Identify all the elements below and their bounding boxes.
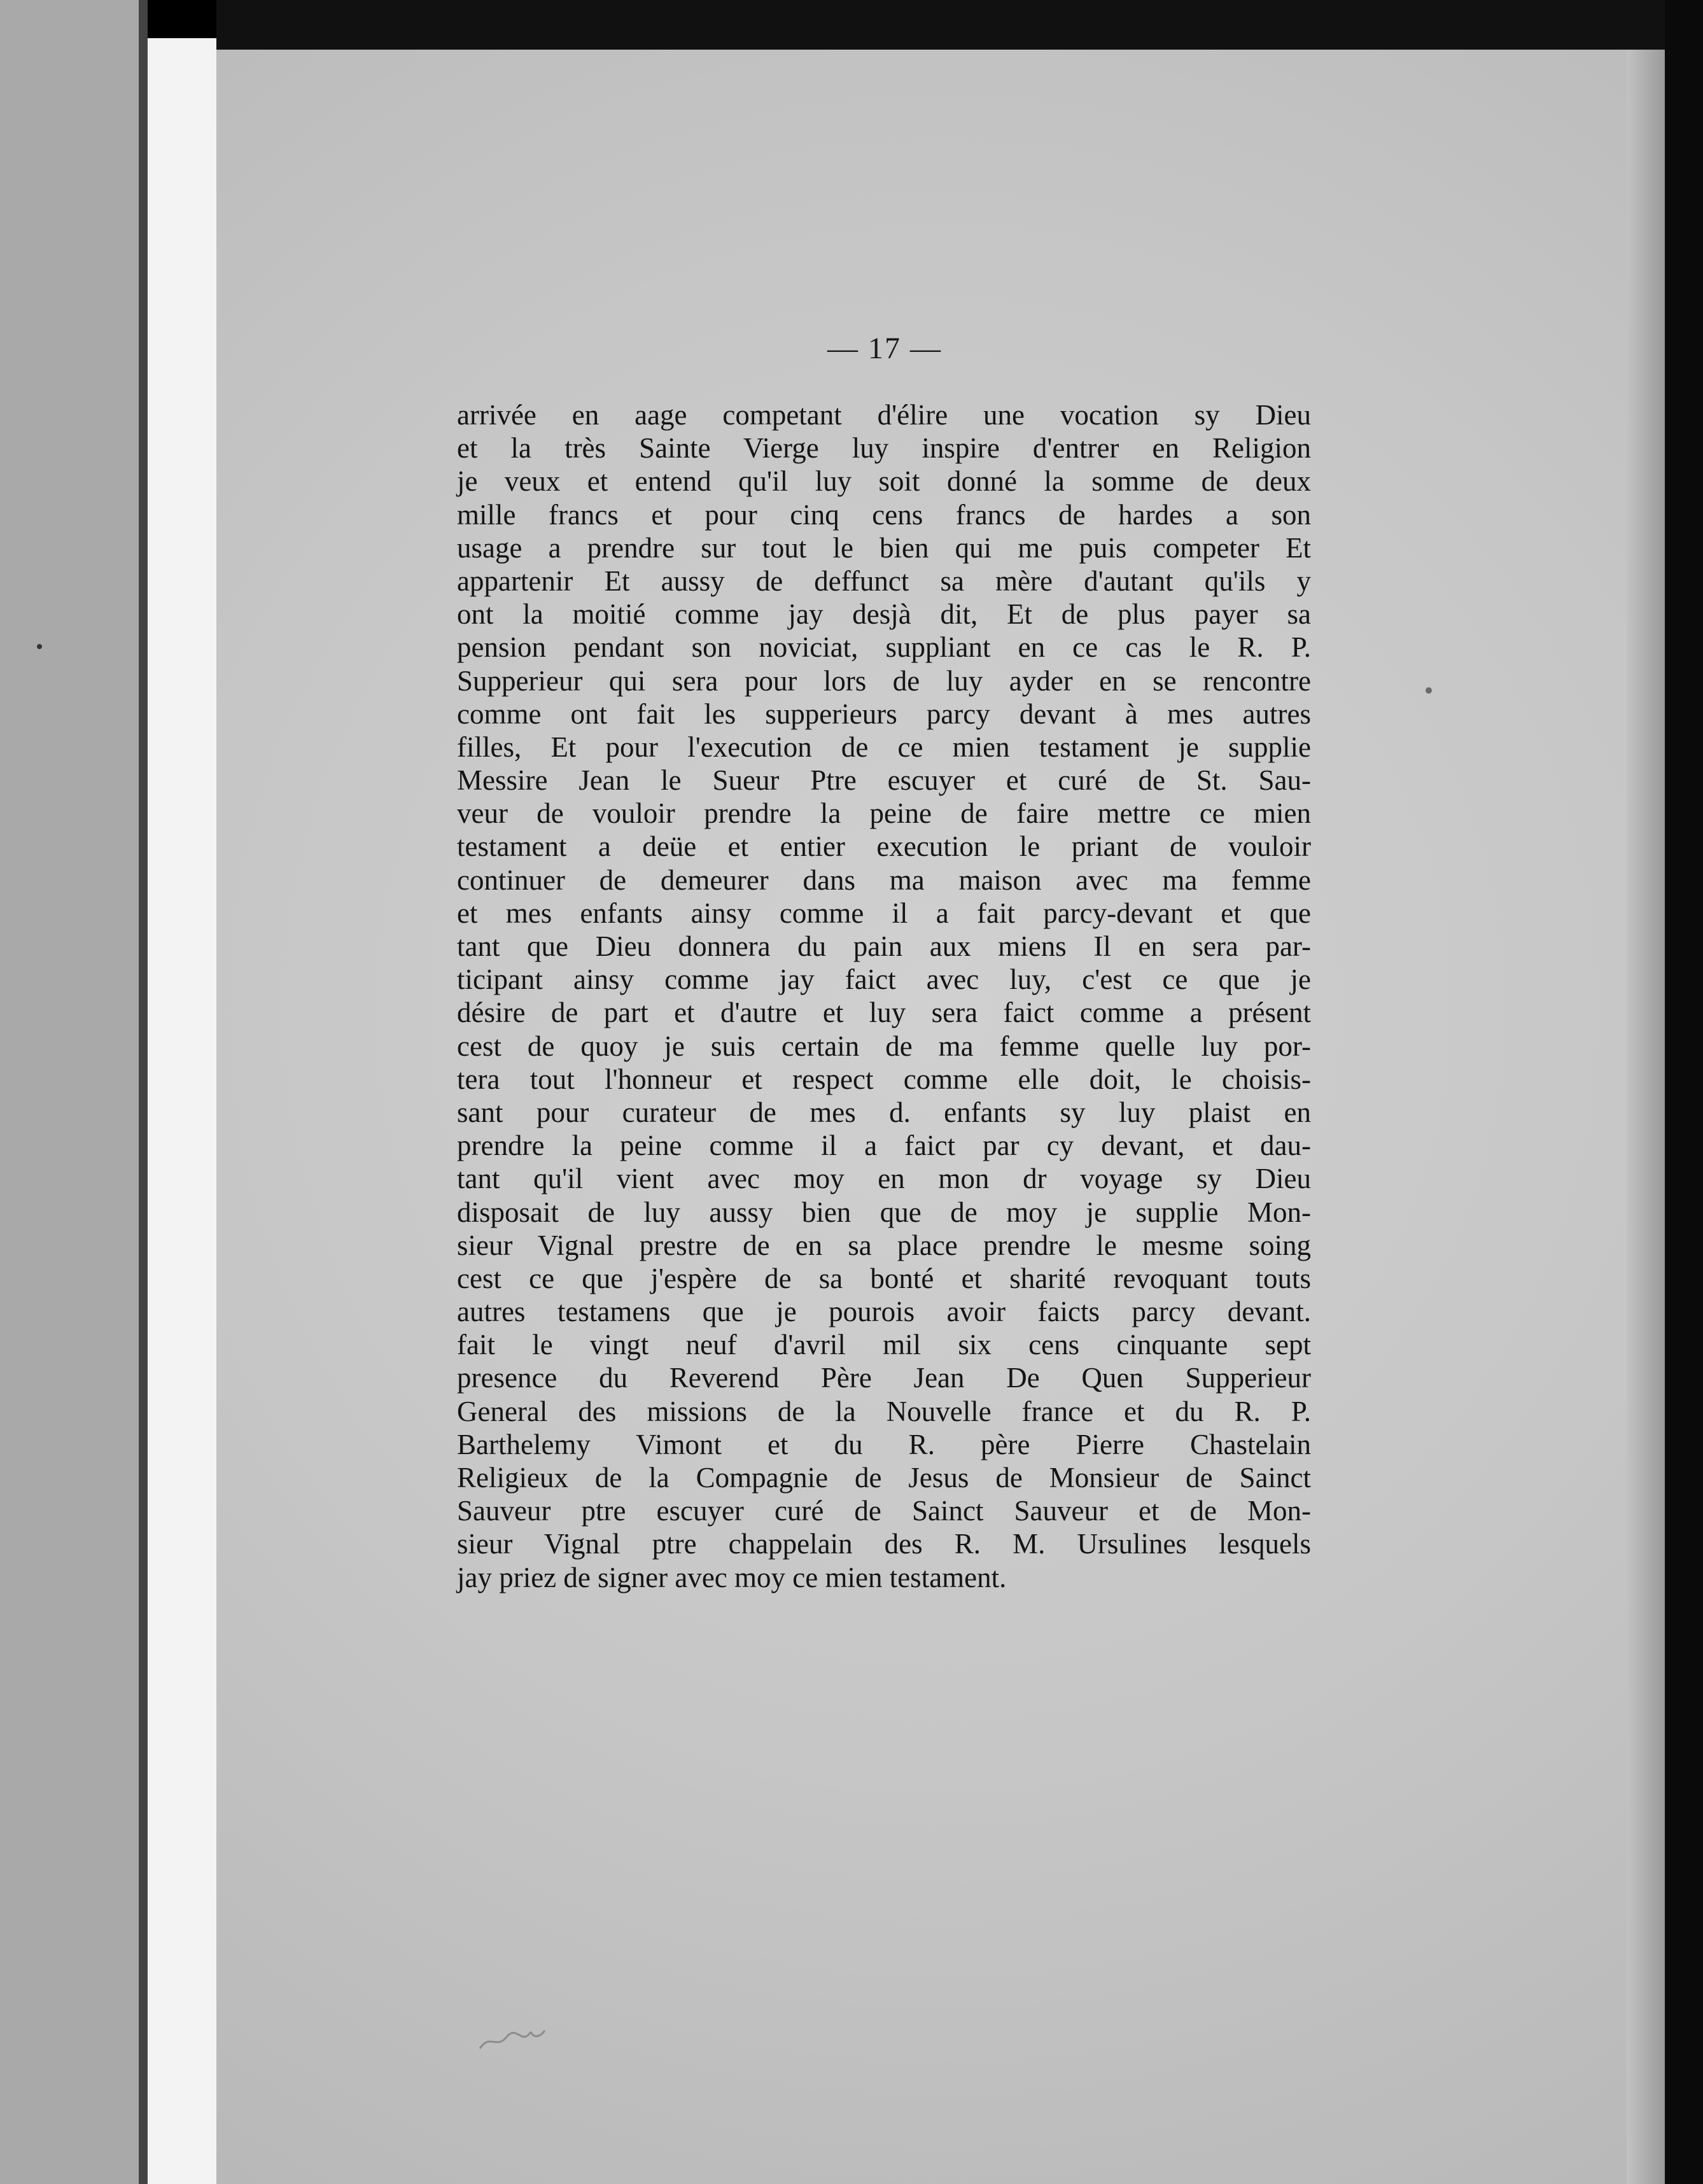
text-line: sant pour curateur de mes d. enfants sy luy plaist en [457,1096,1311,1128]
text-line: Messire Jean le Sueur Ptre escuyer et curé de St. Sau- [457,764,1311,797]
text-line: Sauveur ptre escuyer curé de Sainct Sauveur et de Mon- [457,1495,1311,1527]
text-line: Barthelemy Vimont et du R. père Pierre Chastelain [457,1428,1311,1460]
text-line: ticipant ainsy comme jay faict avec luy, c'est ce que je [457,963,1311,996]
text-line: appartenir Et aussy de deffunct sa mère d'autant qu'ils y [457,564,1311,597]
text-line: fait le vingt neuf d'avril mil six cens cinquante sept [457,1329,1311,1361]
text-line: ont la moitié comme jay desjà dit, Et de plus payer sa [457,598,1311,631]
text-line: filles, Et pour l'execution de ce mien testament je supplie [457,731,1311,763]
text-line: tera tout l'honneur et respect comme elle doit, le choisis- [457,1063,1311,1095]
text-line: comme ont fait les supperieurs parcy devant à mes autres [457,697,1311,730]
text-line: tant qu'il vient avec moy en mon dr voyage sy Dieu [457,1163,1311,1195]
page-speck [1426,687,1432,694]
page-right-edge [1627,50,1665,2184]
page-speck [37,644,42,649]
text-line: presence du Reverend Père Jean De Quen Supperieur [457,1362,1311,1394]
text-line: veur de vouloir prendre la peine de faire mettre ce mien [457,797,1311,830]
text-line: et mes enfants ainsy comme il a fait parcy-devant et que [457,897,1311,929]
text-line: désire de part et d'autre et luy sera faict comme a présent [457,997,1311,1029]
text-line: autres testamens que je pourois avoir faicts parcy devant. [457,1296,1311,1328]
text-line: sieur Vignal prestre de en sa place prendre le mesme soing [457,1229,1311,1261]
text-line: tant que Dieu donnera du pain aux miens Il en sera par- [457,930,1311,962]
previous-page-edge [0,0,148,2184]
text-line: et la très Sainte Vierge luy inspire d'entrer en Religion [457,432,1311,465]
text-line: disposait de luy aussy bien que de moy je supplie Mon- [457,1196,1311,1228]
text-line: prendre la peine comme il a faict par cy devant, et dau- [457,1130,1311,1162]
page-gutter [148,38,216,2184]
text-line: arrivée en aage competant d'élire une vocation sy Dieu [457,399,1311,431]
text-line: continuer de demeurer dans ma maison avec ma femme [457,864,1311,896]
text-line: sieur Vignal ptre chappelain des R. M. Ursulines lesquels [457,1528,1311,1560]
page-number: — 17 — [827,332,942,365]
text-line: je veux et entend qu'il luy soit donné la somme de deux [457,465,1311,498]
text-line: usage a prendre sur tout le bien qui me puis competer Et [457,531,1311,564]
pencil-mark [477,2027,547,2052]
scan-border-right [1665,0,1703,2184]
text-line: cest ce que j'espère de sa bonté et sharité revoquant touts [457,1262,1311,1294]
scan-border-top [216,0,1703,50]
text-line: Supperieur qui sera pour lors de luy ayder en se rencontre [457,664,1311,697]
text-line: pension pendant son noviciat, suppliant en ce cas le R. P. [457,631,1311,664]
text-line: testament a deüe et entier execution le priant de vouloir [457,830,1311,863]
text-line: General des missions de la Nouvelle france et du R. P. [457,1395,1311,1427]
text-line: cest de quoy je suis certain de ma femme quelle luy por- [457,1030,1311,1062]
text-line: jay priez de signer avec moy ce mien testament. [457,1561,1007,1593]
body-text [457,398,1311,1594]
text-line: Religieux de la Compagnie de Jesus de Monsieur de Sainct [457,1462,1311,1494]
text-line: mille francs et pour cinq cens francs de hardes a son [457,498,1311,531]
